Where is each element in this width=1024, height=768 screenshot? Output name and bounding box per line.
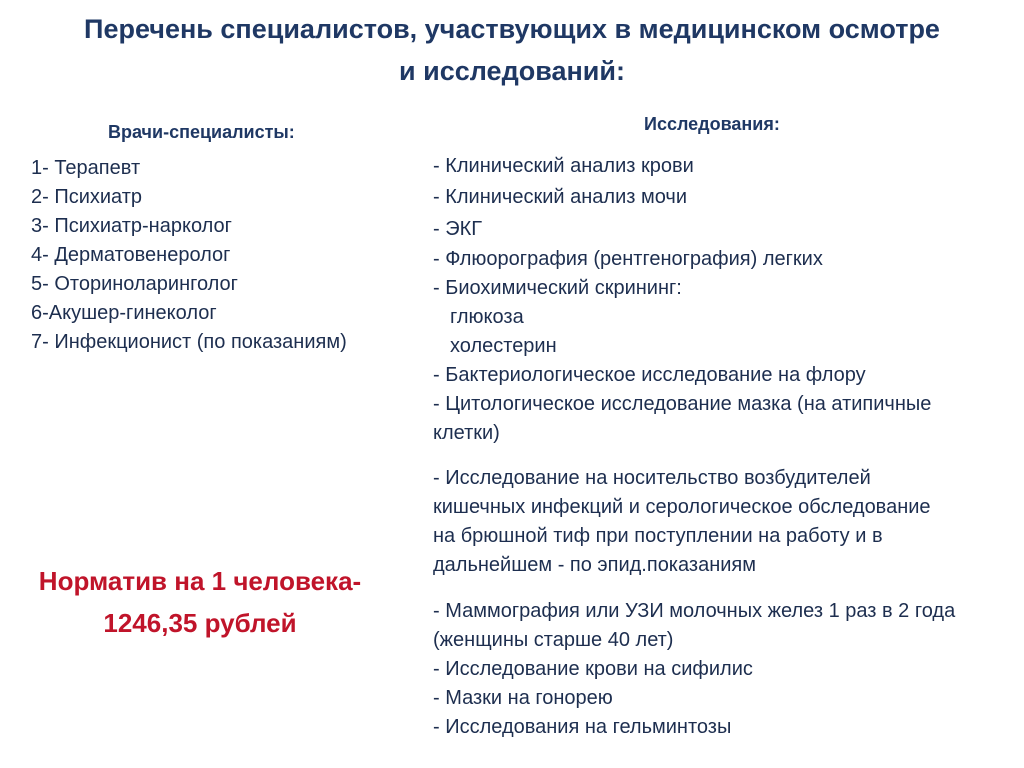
study-item: - Клинический анализ мочи <box>433 186 688 208</box>
study-item-cont: дальнейшем - по эпид.показаниям <box>433 554 756 576</box>
doctor-item: 3- Психиатр-нарколог <box>31 215 232 237</box>
doctor-item: 4- Дерматовенеролог <box>31 244 231 266</box>
study-subitem: холестерин <box>450 335 557 357</box>
norm-callout <box>0 560 400 644</box>
doctor-item: 7- Инфекционист (по показаниям) <box>31 331 347 353</box>
study-item: - ЭКГ <box>433 218 483 240</box>
doctor-item: 1- Терапевт <box>31 157 141 179</box>
norm-line-1: Норматив на 1 человека- <box>38 566 362 596</box>
title-line-2: и исследований: <box>399 56 625 86</box>
study-item: - Маммография или УЗИ молочных желез 1 раз в 2 года <box>433 600 956 622</box>
study-item-cont: клетки) <box>433 422 500 444</box>
doctor-item: 6-Акушер-гинеколог <box>31 302 217 324</box>
doctors-list <box>31 154 347 357</box>
study-item: - Бактериологическое исследование на флору <box>433 364 866 386</box>
study-item: - Клинический анализ крови <box>433 155 694 177</box>
study-item: - Исследование крови на сифилис <box>433 658 753 680</box>
studies-heading: Исследования: <box>644 114 780 134</box>
study-item-cont: (женщины старше 40 лет) <box>433 629 674 651</box>
study-item: - Исследования на гельминтозы <box>433 716 732 738</box>
study-subitem: глюкоза <box>450 306 524 328</box>
study-item: - Цитологическое исследование мазка (на атипичные <box>433 393 932 415</box>
studies-group-3 <box>433 464 1013 580</box>
studies-group-4 <box>433 597 1013 742</box>
study-item: - Флюорография (рентгенография) легких <box>433 248 823 270</box>
study-item-cont: на брюшной тиф при поступлении на работу и в <box>433 525 883 547</box>
title-line-1: Перечень специалистов, участвующих в медицинском осмотре <box>84 14 940 44</box>
page-title <box>0 8 1024 92</box>
doctor-item: 5- Оториноларинголог <box>31 273 238 295</box>
studies-group-1 <box>433 151 1013 448</box>
study-item-cont: кишечных инфекций и серологическое обследование <box>433 496 931 518</box>
study-item: - Биохимический скрининг: <box>433 277 682 299</box>
study-item: - Исследование на носительство возбудителей <box>433 467 871 489</box>
norm-line-2: 1246,35 рублей <box>103 608 297 638</box>
doctor-item: 2- Психиатр <box>31 186 143 208</box>
doctors-heading: Врачи-специалисты: <box>108 122 295 142</box>
study-item: - Мазки на гонорею <box>433 687 613 709</box>
